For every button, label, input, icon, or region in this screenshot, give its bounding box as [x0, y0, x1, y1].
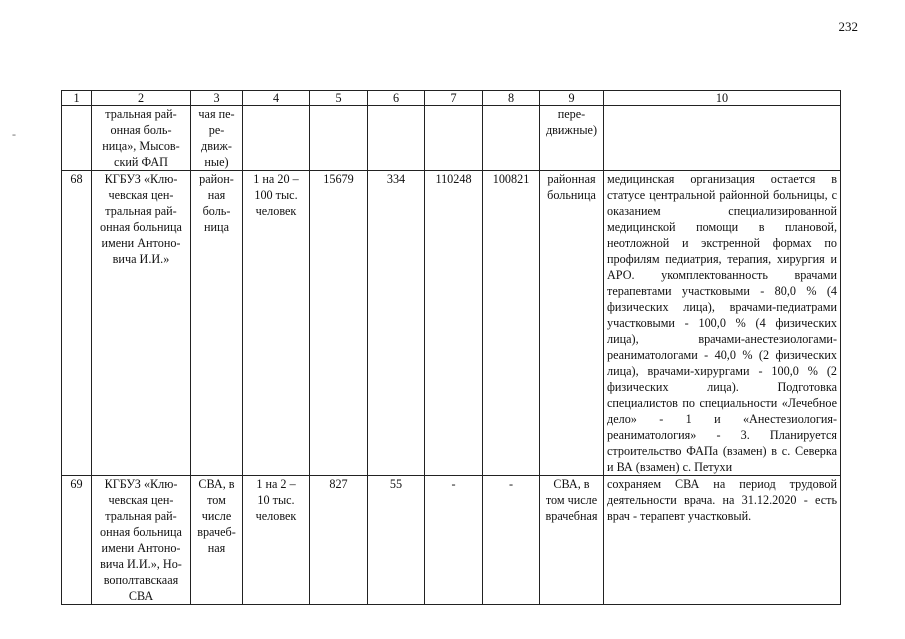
cell-comment: медицинская организация остается в статусе центральной районной больницы, с оказанием специализированной медицинской помощи в плановой, неотложной и экстренной формах по профилям педиатрия, терапия, хирургия и АРО. укомплектованность врачами терапевтами участковыми - 80,0 % (4 физических лица), врачами-педиатрами участковыми - 100,0 % (4 физических лица), врачами-анестезиологами-реаниматологами - 40,0 % (2 физических лица), врачами-хирургами - 100,0 % (2 физических лица). Подготовка специалистов по специальности «Лечебное дело» - 1 и «Анестезиология-реаниматология» - 3. Планируется строительство ФАПа (взамен) в с. Северка и ВА (взамен) с. Петухи: [604, 171, 841, 476]
header-cell: 5: [310, 91, 368, 106]
cell-status: СВА, в том числе врачебная: [540, 476, 604, 605]
table-header-row: [62, 91, 841, 106]
cell-value-5: [310, 106, 368, 171]
document-table: [61, 90, 841, 605]
cell-value-8: 100821: [483, 171, 540, 476]
cell-number: 69: [62, 476, 92, 605]
header-cell: 9: [540, 91, 604, 106]
cell-value-8: [483, 106, 540, 171]
cell-type: чая пе- ре- движ- ные): [191, 106, 243, 171]
cell-value-6: 334: [368, 171, 425, 476]
cell-value-7: [425, 106, 483, 171]
page-number: 232: [838, 19, 858, 34]
cell-status: районная больница: [540, 171, 604, 476]
cell-value-5: 827: [310, 476, 368, 605]
cell-status: пере- движные): [540, 106, 604, 171]
cell-norm: [243, 106, 310, 171]
header-cell: 2: [92, 91, 191, 106]
header-cell: 7: [425, 91, 483, 106]
margin-mark: -: [12, 127, 16, 141]
cell-number: [62, 106, 92, 171]
cell-value-6: [368, 106, 425, 171]
cell-number: 68: [62, 171, 92, 476]
header-cell: 4: [243, 91, 310, 106]
cell-organization: КГБУЗ «Клю- чевская цен- тральная рай- онная больница имени Антоно- вича И.И.»: [92, 171, 191, 476]
cell-comment: [604, 106, 841, 171]
cell-norm: 1 на 2 – 10 тыс. человек: [243, 476, 310, 605]
cell-value-6: 55: [368, 476, 425, 605]
cell-value-7: 110248: [425, 171, 483, 476]
table-row: [62, 171, 841, 476]
cell-value-8: -: [483, 476, 540, 605]
header-cell: 3: [191, 91, 243, 106]
header-cell: 6: [368, 91, 425, 106]
cell-comment: сохраняем СВА на период трудовой деятельности врача. на 31.12.2020 - есть врач - терапевт участковый.: [604, 476, 841, 605]
cell-value-7: -: [425, 476, 483, 605]
header-cell: 1: [62, 91, 92, 106]
cell-type: СВА, в том числе врачеб- ная: [191, 476, 243, 605]
table-row: [62, 476, 841, 605]
table-row-continuation: [62, 106, 841, 171]
cell-organization: КГБУЗ «Клю- чевская цен- тральная рай- онная больница имени Антоно- вича И.И.», Но- вополтавскаая СВА: [92, 476, 191, 605]
cell-type: район- ная боль- ница: [191, 171, 243, 476]
header-cell: 8: [483, 91, 540, 106]
header-cell: 10: [604, 91, 841, 106]
cell-norm: 1 на 20 – 100 тыс. человек: [243, 171, 310, 476]
cell-value-5: 15679: [310, 171, 368, 476]
cell-organization: тральная рай- онная боль- ница», Мысов- ский ФАП: [92, 106, 191, 171]
